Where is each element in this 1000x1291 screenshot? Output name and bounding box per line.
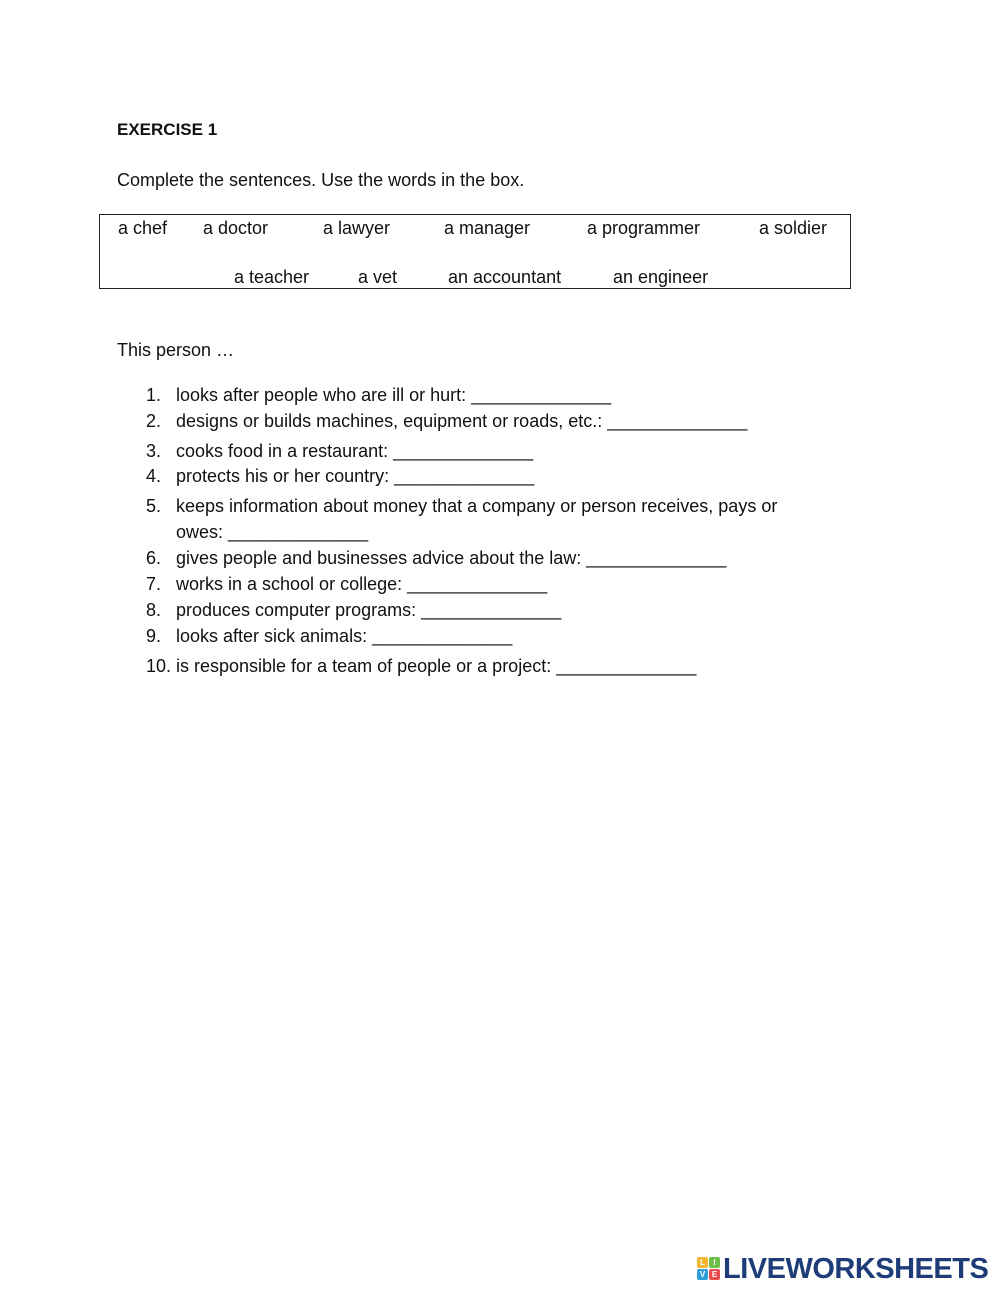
word-lawyer: a lawyer: [323, 218, 391, 238]
exercise-title: EXERCISE 1: [117, 120, 218, 139]
item-number: 7.: [146, 574, 162, 594]
instruction-text: Complete the sentences. Use the words in the box.: [117, 170, 525, 190]
word-engineer: an engineer: [613, 267, 709, 287]
item-text: produces computer programs: ______________: [176, 600, 562, 620]
logo-tile: E: [709, 1269, 720, 1280]
item-number: 8.: [146, 600, 162, 620]
item-number: 5.: [146, 496, 162, 516]
item-text: looks after people who are ill or hurt: ______________: [176, 385, 612, 405]
logo-tile: V: [697, 1269, 708, 1280]
item-number: 10.: [146, 656, 172, 676]
word-accountant: an accountant: [448, 267, 562, 287]
word-vet: a vet: [358, 267, 398, 287]
item-number: 3.: [146, 441, 162, 461]
logo-tile: I: [709, 1257, 720, 1268]
intro-text: This person …: [117, 340, 235, 360]
item-number: 9.: [146, 626, 162, 646]
word-box: [99, 214, 851, 289]
word-doctor: a doctor: [203, 218, 269, 238]
item-text: cooks food in a restaurant: ______________: [176, 441, 534, 461]
item-number: 1.: [146, 385, 162, 405]
item-text: looks after sick animals: ______________: [176, 626, 513, 646]
word-manager: a manager: [444, 218, 531, 238]
word-soldier: a soldier: [759, 218, 828, 238]
item-text: protects his or her country: ______________: [176, 466, 535, 486]
item-text: is responsible for a team of people or a project: ______________: [176, 656, 697, 676]
logo-tiles-icon: [697, 1257, 721, 1281]
word-programmer: a programmer: [587, 218, 701, 238]
word-chef: a chef: [118, 218, 168, 238]
logo-tile: L: [697, 1257, 708, 1268]
item-number: 6.: [146, 548, 162, 568]
item-text: keeps information about money that a company or person receives, pays or: [176, 496, 778, 516]
item-number: 4.: [146, 466, 162, 486]
item-text: designs or builds machines, equipment or roads, etc.: ______________: [176, 411, 748, 431]
logo-text: LIVEWORKSHEETS: [723, 1253, 989, 1285]
item-text: owes: ______________: [176, 522, 369, 542]
item-number: 2.: [146, 411, 162, 431]
item-text: gives people and businesses advice about the law: ______________: [176, 548, 727, 568]
word-teacher: a teacher: [234, 267, 310, 287]
item-text: works in a school or college: ______________: [176, 574, 548, 594]
